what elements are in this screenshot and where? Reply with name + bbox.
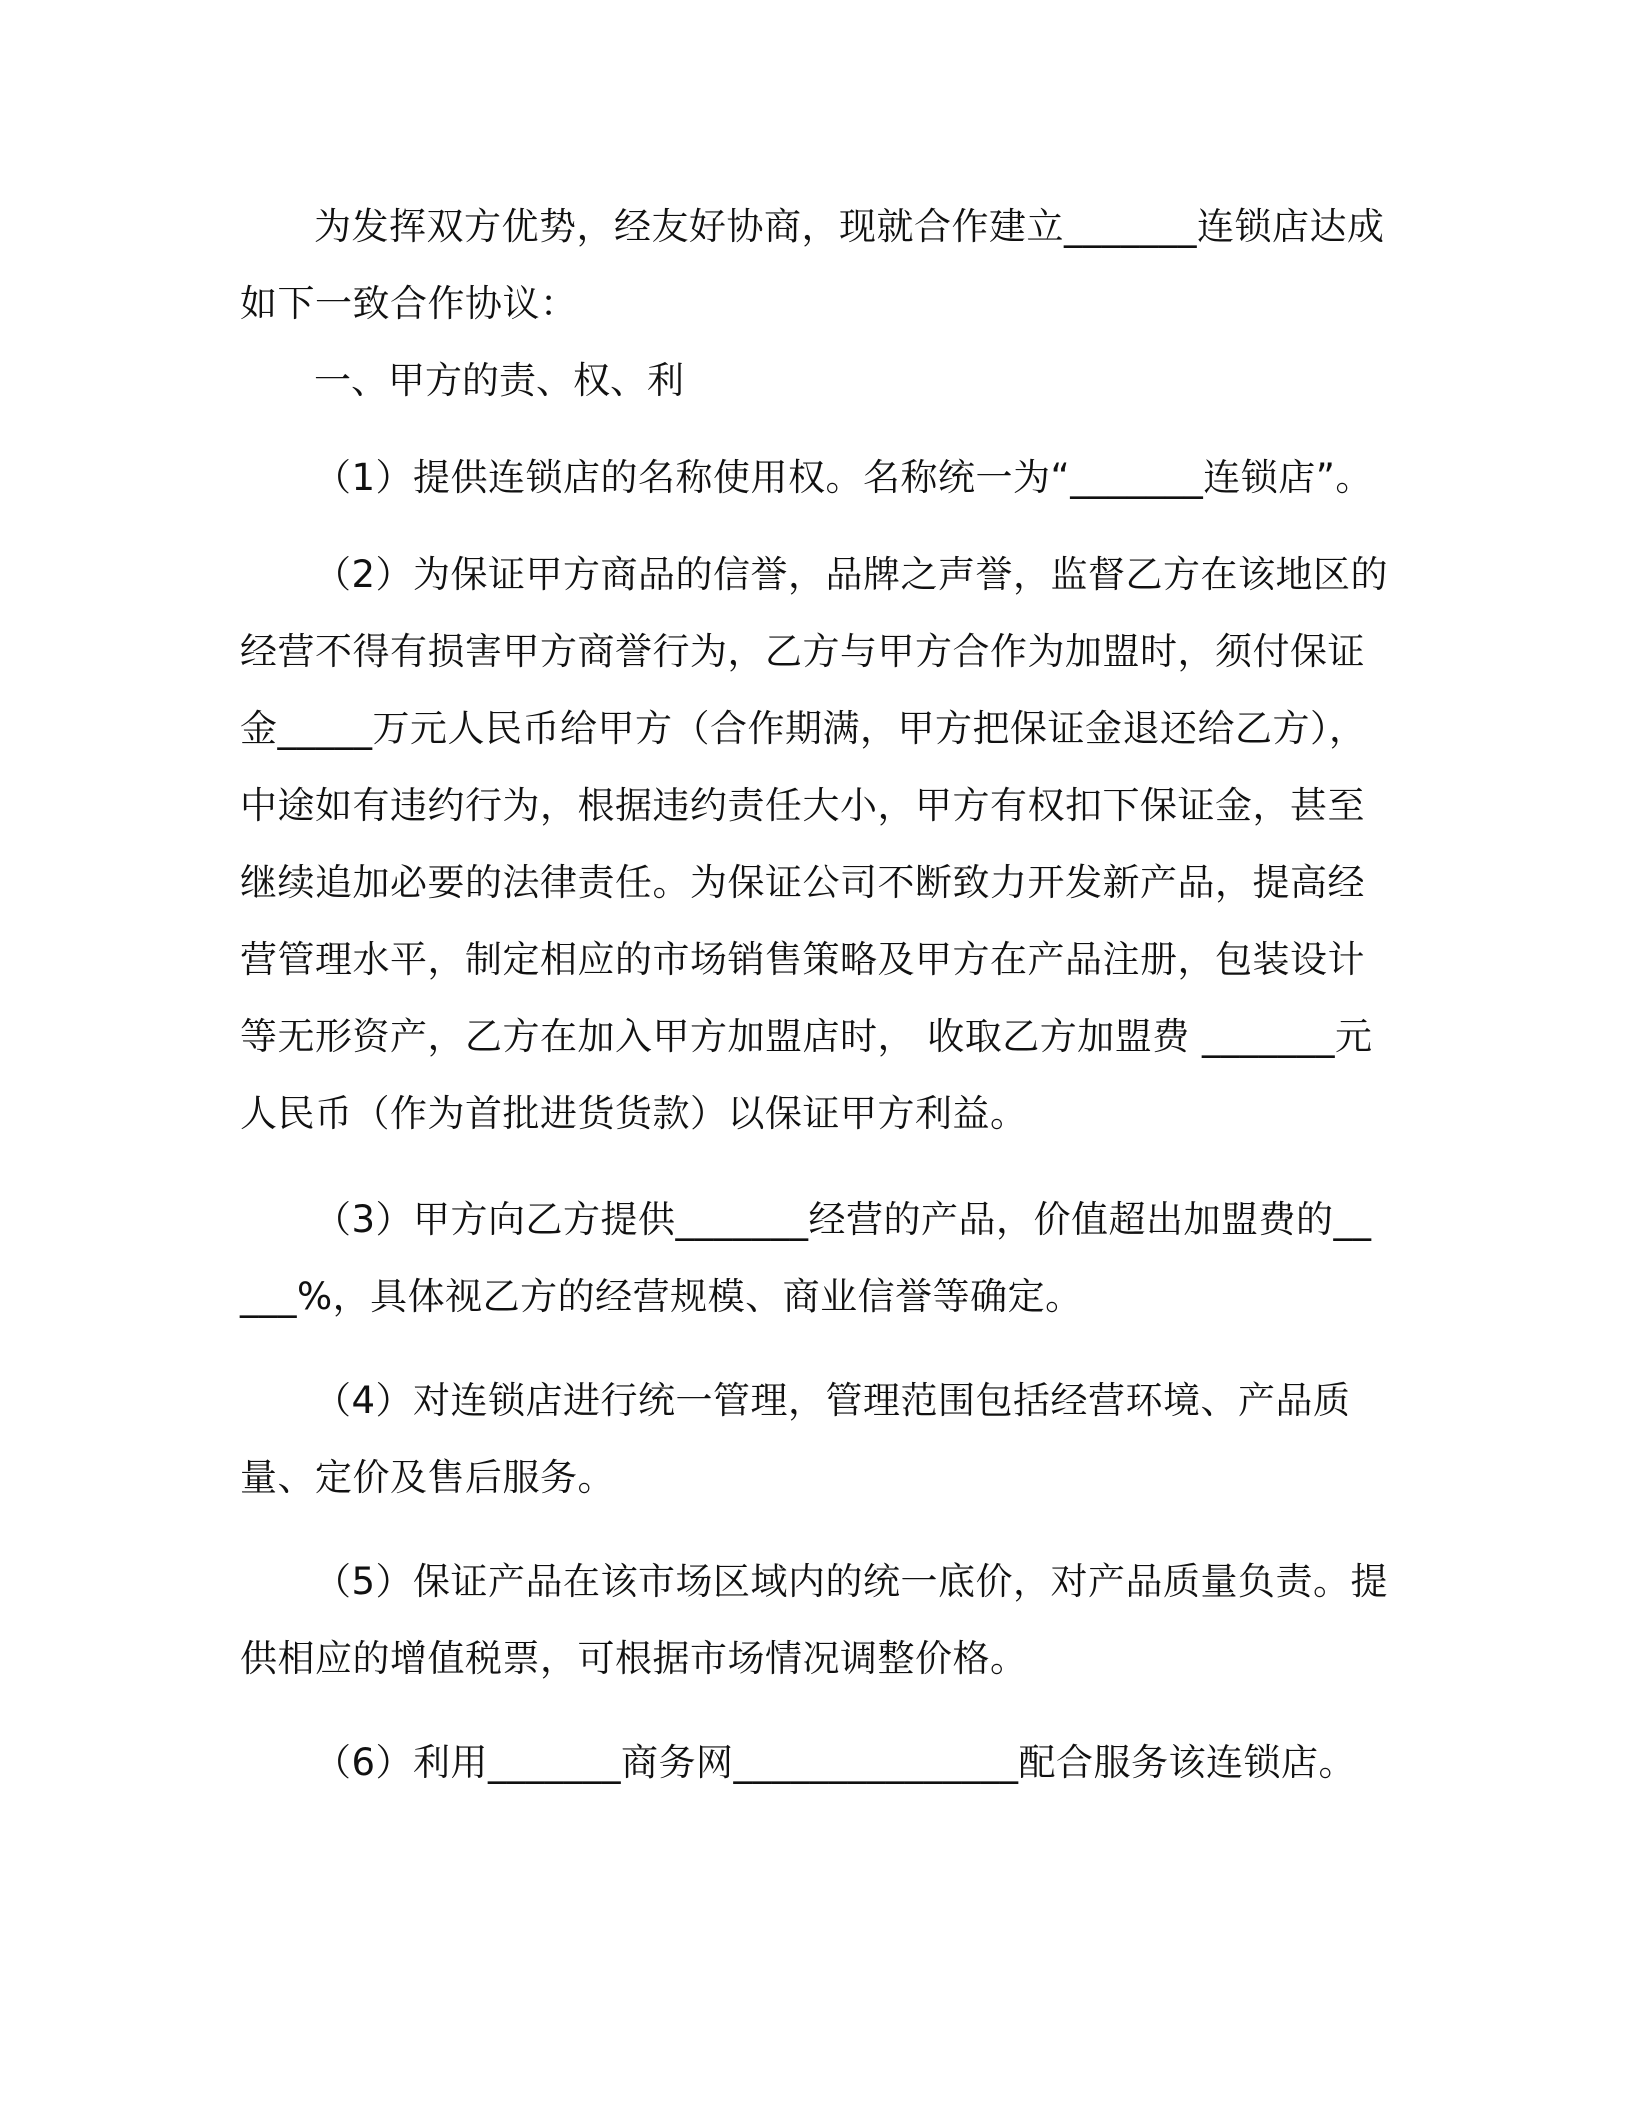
intro-paragraph: 为发挥双方优势，经友好协商，现就合作建立_______连锁店达成如下一致合作协议： [240, 205, 1385, 325]
clause-6: （6）利用_______商务网_______________配合服务该连锁店。 [314, 1741, 1357, 1784]
section-heading: 一、甲方的责、权、利 [314, 359, 684, 402]
clause-3: （3）甲方向乙方提供_______经营的产品，价值超出加盟费的_____%，具体视乙方的经营规模、商业信誉等确定。 [240, 1198, 1372, 1318]
clause-4: （4）对连锁店进行统一管理，管理范围包括经营环境、产品质量、定价及售后服务。 [240, 1379, 1351, 1499]
clause-2: （2）为保证甲方商品的信誉，品牌之声誉，监督乙方在该地区的经营不得有损害甲方商誉行为，乙方与甲方合作为加盟时，须付保证金_____万元人民币给甲方（合作期满，甲方把保证金退还给乙方），中途如有违约行为，根据违约责任大小，甲方有权扣下保证金，甚至继续追加必要的法律责任。为保证公司不断致力开发新产品，提高经营管理水平，制定相应的市场销售策略及甲方在产品注册，包装设计等无形资产，乙方在加入甲方加盟店时， 收取乙方加盟费 _______元人民币（作为首批进货货款）以保证甲方利益。 [240, 553, 1389, 1135]
clause-5: （5）保证产品在该市场区域内的统一底价，对产品质量负责。提供相应的增值税票，可根据市场情况调整价格。 [240, 1560, 1389, 1680]
document-body [240, 188, 1390, 1801]
clause-1: （1）提供连锁店的名称使用权。名称统一为“_______连锁店”。 [314, 456, 1373, 499]
